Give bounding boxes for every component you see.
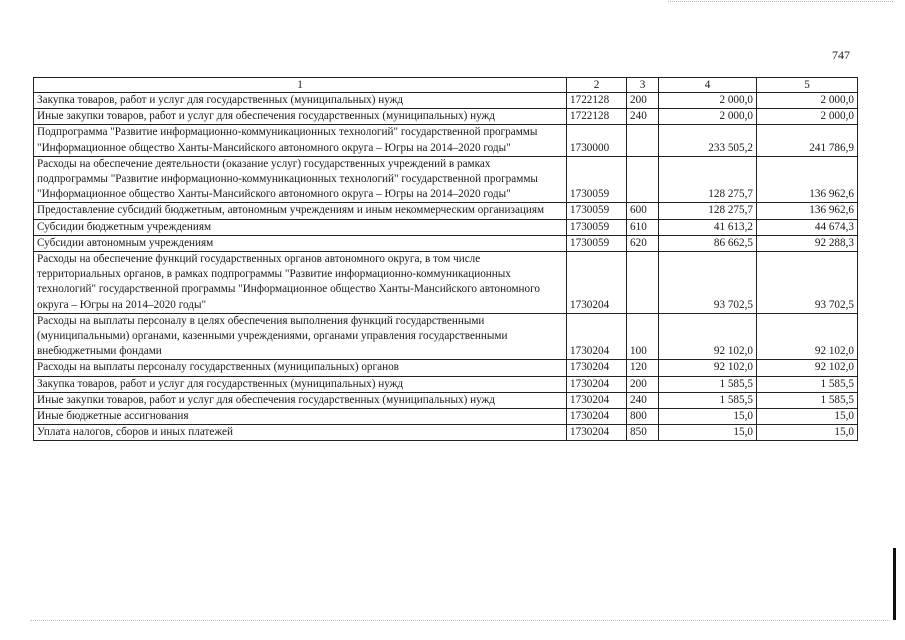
table-row: [34, 425, 858, 441]
row-value-4: 2 000,0: [659, 109, 757, 125]
row-code: 1730000: [567, 125, 627, 156]
row-value-5: 92 102,0: [757, 313, 858, 360]
header-col-1: 1: [34, 78, 567, 93]
row-type: 850: [627, 425, 659, 441]
row-value-4: 15,0: [659, 409, 757, 425]
row-type: 620: [627, 235, 659, 251]
row-value-4: 1 585,5: [659, 392, 757, 408]
row-name: Предоставление субсидий бюджетным, автономным учреждениям и иным некоммерческим организациям: [34, 203, 567, 219]
table-row: [34, 360, 858, 376]
row-value-4: 1 585,5: [659, 376, 757, 392]
scan-edge-mark: [893, 548, 896, 620]
row-type: [627, 125, 659, 156]
row-value-4: 128 275,7: [659, 203, 757, 219]
row-name: Закупка товаров, работ и услуг для государственных (муниципальных) нужд: [34, 93, 567, 109]
table-row: [34, 219, 858, 235]
table-row: [34, 235, 858, 251]
table-row: [34, 203, 858, 219]
table-row: [34, 252, 858, 314]
row-value-5: 44 674,3: [757, 219, 858, 235]
row-value-4: 15,0: [659, 425, 757, 441]
row-value-4: 93 702,5: [659, 252, 757, 314]
row-code: 1730059: [567, 203, 627, 219]
header-col-3: 3: [627, 78, 659, 93]
row-name: Субсидии автономным учреждениям: [34, 235, 567, 251]
row-code: 1730204: [567, 376, 627, 392]
row-value-5: 92 102,0: [757, 360, 858, 376]
row-code: 1730204: [567, 252, 627, 314]
header-col-4: 4: [659, 78, 757, 93]
row-name: Иные закупки товаров, работ и услуг для обеспечения государственных (муниципальных) нужд: [34, 109, 567, 125]
row-type: 600: [627, 203, 659, 219]
row-value-5: 1 585,5: [757, 376, 858, 392]
row-value-5: 1 585,5: [757, 392, 858, 408]
row-value-5: 241 786,9: [757, 125, 858, 156]
row-code: 1730204: [567, 313, 627, 360]
row-code: 1730204: [567, 360, 627, 376]
table-row: [34, 392, 858, 408]
row-name: Расходы на выплаты персоналу государственных (муниципальных) органов: [34, 360, 567, 376]
table-row: [34, 125, 858, 156]
table-body: [34, 93, 858, 441]
table-row: [34, 156, 858, 203]
row-code: 1730204: [567, 425, 627, 441]
row-value-5: 93 702,5: [757, 252, 858, 314]
table-row: [34, 93, 858, 109]
row-name: Закупка товаров, работ и услуг для государственных (муниципальных) нужд: [34, 376, 567, 392]
row-code: 1730204: [567, 392, 627, 408]
row-code: 1730059: [567, 219, 627, 235]
row-value-4: 92 102,0: [659, 360, 757, 376]
row-type: 240: [627, 109, 659, 125]
row-value-5: 2 000,0: [757, 109, 858, 125]
row-value-4: 92 102,0: [659, 313, 757, 360]
row-type: [627, 252, 659, 314]
row-name: Расходы на обеспечение функций государственных органов автономного округа, в том числе территориальных органов, в рамках подпрограммы "Развитие информационно-коммуникационных технологий" государственной программы "Информационное общество Ханты-Мансийского автономного округа – Югры на 2014–2020 годы": [34, 252, 567, 314]
row-name: Расходы на обеспечение деятельности (оказание услуг) государственных учреждений в рамках подпрограммы "Развитие информационно-коммуникационных технологий" государственной программы "Информационное общество Ханты-Мансийского автономного округа – Югры на 2014–2020 годы": [34, 156, 567, 203]
scan-noise-top: [668, 1, 893, 5]
row-code: 1730059: [567, 156, 627, 203]
row-code: 1722128: [567, 109, 627, 125]
row-name: Субсидии бюджетным учреждениям: [34, 219, 567, 235]
row-name: Подпрограмма "Развитие информационно-коммуникационных технологий" государственной программы "Информационное общество Ханты-Мансийского автономного округа – Югры на 2014–2020 годы": [34, 125, 567, 156]
header-col-2: 2: [567, 78, 627, 93]
row-type: 200: [627, 93, 659, 109]
row-name: Иные закупки товаров, работ и услуг для обеспечения государственных (муниципальных) нужд: [34, 392, 567, 408]
row-value-4: 128 275,7: [659, 156, 757, 203]
table-row: [34, 376, 858, 392]
row-code: 1730059: [567, 235, 627, 251]
row-name: Уплата налогов, сборов и иных платежей: [34, 425, 567, 441]
table-header: [34, 78, 858, 93]
row-value-4: 41 613,2: [659, 219, 757, 235]
header-row: [34, 78, 858, 93]
row-value-5: 15,0: [757, 425, 858, 441]
table-row: [34, 109, 858, 125]
row-name: Иные бюджетные ассигнования: [34, 409, 567, 425]
page-number: 747: [832, 48, 850, 62]
row-value-5: 136 962,6: [757, 156, 858, 203]
row-code: 1730204: [567, 409, 627, 425]
row-name: Расходы на выплаты персоналу в целях обеспечения выполнения функций государственными (муниципальными) органами, казенными учреждениями, органами управления государственными внебюджетными фондами: [34, 313, 567, 360]
row-type: 100: [627, 313, 659, 360]
row-value-4: 2 000,0: [659, 93, 757, 109]
row-type: 240: [627, 392, 659, 408]
row-value-5: 136 962,6: [757, 203, 858, 219]
table-row: [34, 409, 858, 425]
row-value-4: 86 662,5: [659, 235, 757, 251]
row-type: 610: [627, 219, 659, 235]
scan-noise-bottom: [30, 620, 890, 624]
table-row: [34, 313, 858, 360]
row-value-5: 2 000,0: [757, 93, 858, 109]
row-value-4: 233 505,2: [659, 125, 757, 156]
row-value-5: 92 288,3: [757, 235, 858, 251]
row-type: 200: [627, 376, 659, 392]
row-type: 800: [627, 409, 659, 425]
row-code: 1722128: [567, 93, 627, 109]
header-col-5: 5: [757, 78, 858, 93]
budget-table: [33, 77, 858, 441]
row-type: [627, 156, 659, 203]
row-value-5: 15,0: [757, 409, 858, 425]
row-type: 120: [627, 360, 659, 376]
